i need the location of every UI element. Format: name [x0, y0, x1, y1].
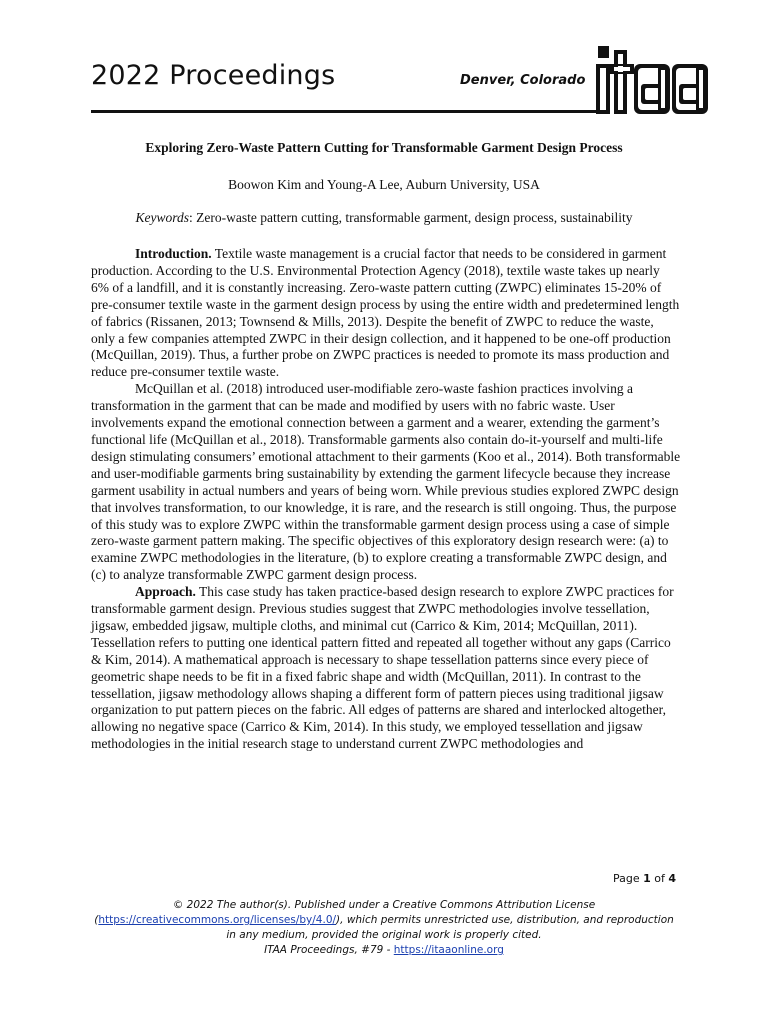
- conference-location: Denver, Colorado: [460, 73, 586, 88]
- itaa-site-link[interactable]: https://itaaonline.org: [393, 944, 504, 956]
- introduction-paragraph: [91, 246, 681, 381]
- background-paragraph: McQuillan et al. (2018) introduced user-modifiable zero-waste fashion practices involving a transformation in the garment that can be made and modified by users with no fabric waste. User involvements expand the emotional connection between a garment and a wearer, extending the garment’s functional life (McQuillan et al., 2018). Transformable garments also contain do-it-yourself and multi-life design stimulating consumers’ emotional attachment to their garments (Koo et al., 2014). Both transformable and user-modifiable garments bring sustainability by extending the garment lifecycle because they increase garment usability in actual numbers and years of being worn. While previous studies explored ZWPC design that involves transformation, to our knowledge, it is rare, and the research is still ongoing. Thus, the purpose of this study was to explore ZWPC within the transformable garment design process using a case of simple zero-waste garment pattern making. The specific objectives of this exploratory design research were: (a) to examine ZWPC methodologies in the literature, (b) to explore creating a transformable ZWPC design, and (c) to analyze transformable ZWPC garment design process.: [91, 381, 681, 583]
- page-number: Page 1 of 4: [613, 872, 677, 885]
- header-rule: [91, 110, 604, 113]
- license-footer: [60, 898, 708, 958]
- page-current: 1: [643, 872, 651, 885]
- approach-heading: Approach.: [135, 584, 196, 600]
- license-link[interactable]: https://creativecommons.org/licenses/by/4.0/: [98, 914, 337, 926]
- approach-paragraph: [91, 584, 681, 753]
- citation-line: in any medium, provided the original work is properly cited.: [226, 929, 542, 941]
- keywords-list: : Zero-waste pattern cutting, transformable garment, design process, sustainability: [189, 210, 633, 225]
- paper-keywords: [60, 210, 708, 226]
- page-total: 4: [668, 872, 677, 885]
- approach-text: This case study has taken practice-based design research to explore ZWPC practices for transformable garment design. Previous studies suggest that ZWPC methodologies involve tessellation, jigsaw, embedded jigsaw, multiple cloths, and minimal cut (Carrico & Kim, 2014; McQuillan, 2011). Tessellation refers to putting one identical pattern fitted and repeated all together without any gaps (Carrico & Kim, 2014). A mathematical approach is necessary to shape tessellation patterns since every piece of geometric shape needs to be fit in a fixed fabric shape and width (McQuillan, 2011). In contrast to the tessellation, jigsaw methodology allows shaping a different form of pattern pieces using traditional jigsaw organization to put pattern pieces on the fabric. All edges of patterns are shared and interlocked altogether, allowing no negative space (Carrico & Kim, 2014). In this study, we employed tessellation and jigsaw methodologies in the initial research stage to understand current ZWPC methodologies and: [91, 584, 674, 752]
- keywords-label: Keywords: [135, 210, 189, 225]
- introduction-heading: Introduction.: [135, 246, 212, 261]
- proceedings-line: ITAA Proceedings, #79 - https://itaaonline.org: [264, 944, 504, 956]
- license-url-line: (https://creativecommons.org/licenses/by/4.0/), which permits unrestricted use, distribution, and reproduction: [94, 914, 674, 926]
- paper-title: Exploring Zero-Waste Pattern Cutting for Transformable Garment Design Process: [145, 140, 623, 155]
- introduction-text: Textile waste management is a crucial factor that needs to be considered in garment production. According to the U.S. Environmental Protection Agency (2018), textile waste takes up nearly 6% of a landfill, and it is constantly increasing. Zero-waste pattern cutting (ZWPC) eliminates 15-20% of pre-consumer textile waste in the garment design process by using the entire width and predetermined length of fabrics (Rissanen, 2013; Townsend & Mills, 2013). Despite the benefit of ZWPC to reduce the waste, only a few companies attempted ZWPC in their design collection, and it happened to be one-off production (McQuillan, 2019). Thus, a further probe on ZWPC practices is needed to promote its mass production and reduce pre-consumer textile waste.: [91, 246, 680, 380]
- license-line: © 2022 The author(s). Published under a Creative Commons Attribution License: [172, 899, 596, 911]
- paper-authors: Boowon Kim and Young-A Lee, Auburn University, USA: [228, 177, 540, 192]
- proceedings-title: 2022 Proceedings: [91, 60, 336, 91]
- paper-body: [91, 246, 681, 753]
- itaa-logo: [596, 44, 710, 114]
